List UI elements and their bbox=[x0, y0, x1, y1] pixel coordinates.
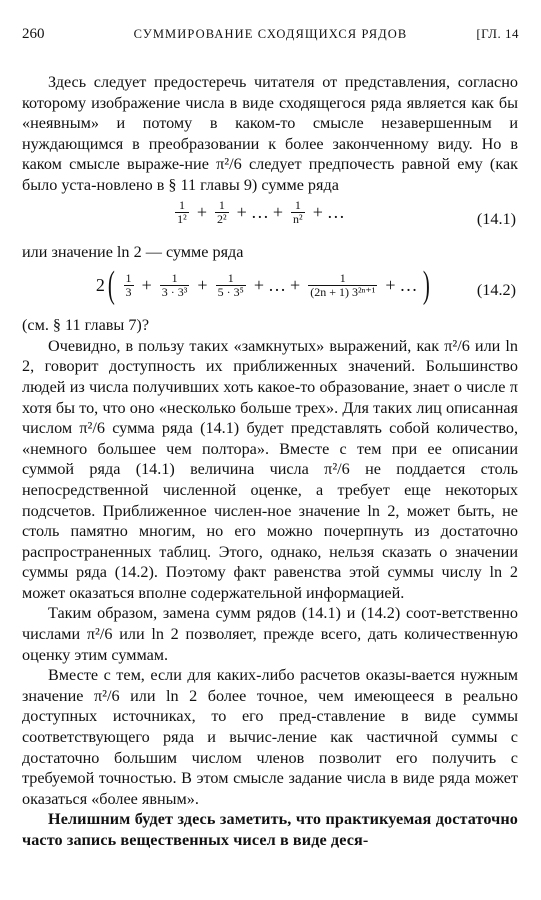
page-number: 260 bbox=[22, 26, 45, 42]
fraction-term: $\frac{1}{\text{n²}}$ bbox=[293, 197, 303, 226]
equation-number: (14.2) bbox=[476, 281, 516, 300]
paragraph-5: Нелишним будет здесь заметить, что практикуемая достаточно часто запись вещественных чисел в виде деся- bbox=[22, 810, 518, 849]
fraction-term: $\frac{1}{\text{5 · 3⁵}}$ bbox=[217, 270, 244, 299]
equation-number: (14.1) bbox=[476, 209, 516, 228]
plus-sign: + bbox=[290, 274, 301, 295]
formula-14-2 bbox=[22, 266, 518, 312]
plus-sign: + bbox=[141, 274, 152, 295]
reference-line: (см. § 11 главы 7)? bbox=[22, 316, 150, 335]
open-paren: ( bbox=[107, 264, 115, 307]
fraction-term: $\frac{1}{\text{3 · 3³}}$ bbox=[161, 270, 188, 299]
plus-sign: + bbox=[253, 274, 265, 295]
plus-sign: + bbox=[312, 201, 323, 222]
formula-14-2-expression bbox=[84, 264, 444, 307]
plus-sign: + bbox=[236, 201, 247, 222]
formula-14-1 bbox=[22, 199, 518, 239]
paragraph-4: Вместе с тем, если для каких-либо расчетов оказы-вается нужным значение π²/6 или ln 2 более точное, чем имеющееся в реально доступных источниках, то его пред-ставление в виде суммы соответствующего ряда и вычис-ление как частичной суммы с достаточно большим числом членов позволит его получить с требуемой точностью. В этом смысле задание числа в виде ряда может оказаться «более явным». bbox=[22, 666, 518, 808]
fraction-term: $\frac{1}{3}$ bbox=[125, 270, 132, 299]
running-title: СУММИРОВАНИЕ СХОДЯЩИХСЯ РЯДОВ bbox=[133, 27, 408, 41]
fraction-term: $\frac{1}{\text{2²}}$ bbox=[217, 197, 227, 226]
running-header bbox=[22, 26, 519, 46]
paragraph-2: Очевидно, в пользу таких «замкнутых» выражений, как π²/6 или ln 2, говорит доступность их приближенных значений. Большинство людей из числа получивших хоть какое-то образование, знает о числе π хотя бы то, что оно «несколько больше трех». Для таких лиц описанная числом π²/6 сумма ряда (14.1) будет представлять собой количество, «немного большее чем полтора». Вместе с тем при ее описании суммой ряда (14.1) величина числа π²/6 не поддается столь непосредственной численной оценке, а требует еще некоторых подсчетов. Приближенное числен-ное значение ln 2, может быть, не столь памятно многим, но его можно почерпнуть из достаточно распространенных таблиц. Этого, однако, нельзя сказать о значении суммы ряда (14.2). Поэтому факт равенства этой суммы числу ln 2 может оказаться вполне содержательной информацией. bbox=[22, 336, 518, 602]
formula-14-1-expression bbox=[76, 199, 444, 226]
plus-sign: + bbox=[385, 274, 396, 295]
plus-sign: + bbox=[272, 201, 283, 222]
paragraph-3: Таким образом, замена сумм рядов (14.1) и (14.2) соот-ветственно числами π²/6 или ln 2 позволяет, прежде всего, дать количественную оценку этим суммам. bbox=[22, 604, 518, 664]
plus-sign: + bbox=[197, 274, 208, 295]
fraction-term: $\frac{1}{\text{(2n + 1) 3²ⁿ⁺¹}}$ bbox=[310, 270, 376, 299]
ellipsis: … bbox=[326, 201, 345, 222]
ellipsis: … bbox=[250, 201, 269, 222]
chapter-label: [ГЛ. 14 bbox=[476, 26, 519, 41]
fraction-term: $\frac{1}{\text{1²}}$ bbox=[177, 197, 187, 226]
page-body bbox=[22, 72, 518, 851]
between-formulas-text: или значение ln 2 — сумме ряда bbox=[22, 242, 244, 261]
ellipsis: … bbox=[268, 274, 287, 295]
ellipsis: … bbox=[399, 274, 418, 295]
coefficient: 2 bbox=[95, 274, 105, 295]
plus-sign: + bbox=[196, 201, 207, 222]
paragraph-1: Здесь следует предостеречь читателя от представления, согласно которому изображение числа в виде сходящегося ряда является как бы «неявным» и потому в каком-то смысле незавершенным и нуждающимся в преобразовании к более законченному виду. Но в каком смысле выраже-ние π²/6 следует предпочесть равной ему (как было уста-новлено в § 11 главы 9) сумме ряда bbox=[22, 73, 518, 194]
close-paren: ) bbox=[422, 264, 430, 307]
